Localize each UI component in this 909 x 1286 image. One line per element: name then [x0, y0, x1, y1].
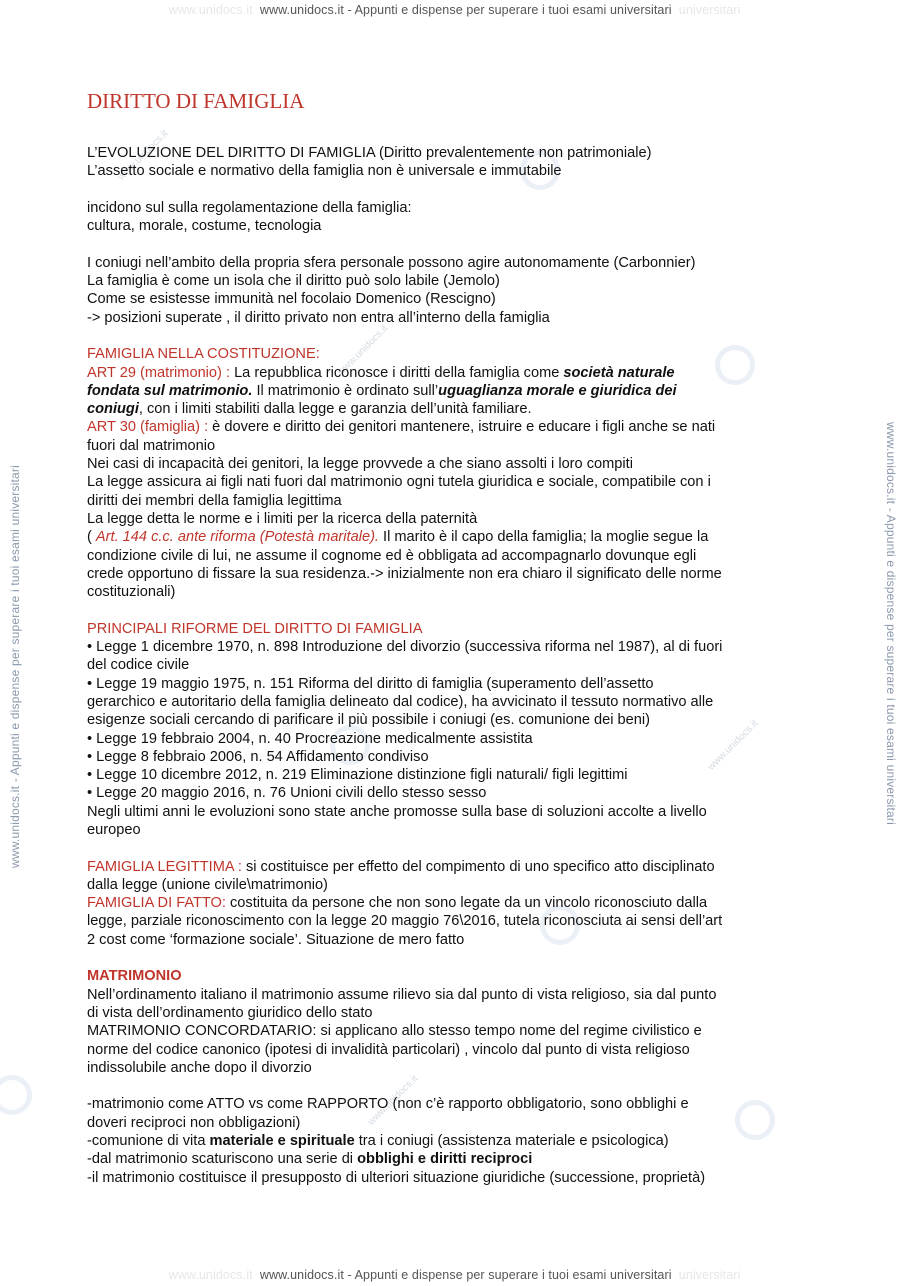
famiglia-legittima-line — [87, 858, 827, 876]
art29-emphasis: fondata sul matrimonio. — [87, 382, 253, 399]
art30-line — [87, 418, 827, 436]
matrimonio-point — [87, 1150, 827, 1168]
position-line: I coniugi nell’ambito della propria sfera personale possono agire autonomamente (Carbonnier) — [87, 254, 696, 271]
watermark-text: www.unidocs.it — [365, 1073, 421, 1128]
influences-line: incidono sul sulla regolamentazione della famiglia: — [87, 199, 412, 216]
art144-open: ( — [87, 529, 96, 546]
point-emphasis: materiale e spirituale — [209, 1133, 355, 1150]
art144-line: condizione civile di lui, ne assume il cognome ed è obbligata ad accompagnarlo dovunque egli — [87, 547, 697, 564]
costituzione-line: La legge detta le norme e i limiti per la ricerca della paternità — [87, 510, 478, 527]
art144-line: crede opportuno di fissare la sua residenza.-> inizialmente non era chiaro il significato delle norme — [87, 565, 722, 582]
costituzione-line: diritti dei membri della famiglia legittima — [87, 492, 342, 509]
matrimonio-line: Nell’ordinamento italiano il matrimonio assume rilievo sia dal punto di vista religioso, sia dal punto — [87, 986, 717, 1003]
document-body — [87, 88, 827, 1187]
famiglia-legittima-line: dalla legge (unione civile\matrimonio) — [87, 876, 328, 893]
banner-ghost-right: universitari — [678, 3, 741, 17]
watermark-logo-icon — [0, 1075, 32, 1115]
matrimonio-point: -matrimonio come ATTO vs come RAPPORTO (non c’è rapporto obbligatorio, sono obblighi e — [87, 1096, 689, 1113]
art29-text: Il matrimonio è ordinato sull’ — [252, 382, 439, 399]
banner-text: www.unidocs.it - Appunti e dispense per superare i tuoi esami universitari — [259, 1268, 672, 1282]
art29-emphasis: uguaglianza morale e giuridica dei — [438, 382, 677, 399]
point-text: -comunione di vita — [87, 1133, 210, 1150]
famiglia-fatto-line — [87, 894, 827, 912]
watermark-text: www.unidocs.it — [335, 323, 391, 378]
art29-line — [87, 364, 827, 382]
riforme-line: del codice civile — [87, 657, 190, 674]
matrimonio-line: indissolubile anche dopo il divorzio — [87, 1059, 312, 1076]
art30-text: è dovere e diritto dei genitori mantenere, istruire e educare i figli anche se nati — [208, 419, 716, 436]
famiglia-fatto-line: legge, parziale riconoscimento con la legge 20 maggio 76\2016, tutela riconosciuta ai sensi dell’art — [87, 913, 723, 930]
point-text: tra i coniugi (assistenza materiale e psicologica) — [354, 1133, 669, 1150]
position-line: -> posizioni superate , il diritto privato non entra all’interno della famiglia — [87, 309, 550, 326]
famiglia-legittima-text: si costituisce per effetto del compimento di uno specifico atto disciplinato — [241, 858, 715, 875]
matrimonio-line: MATRIMONIO CONCORDATARIO: si applicano allo stesso tempo nome del regime civilistico e — [87, 1023, 702, 1040]
section-heading-costituzione: FAMIGLIA NELLA COSTITUZIONE: — [87, 346, 320, 363]
banner-ghost-left: www.unidocs.it — [168, 1268, 253, 1282]
watermark-text: www.unidocs.it — [705, 718, 761, 773]
matrimonio-line: norme del codice canonico (ipotesi di invalidità particolari) , vincolo dal punto di vista religioso — [87, 1041, 690, 1058]
art30-line: fuori dal matrimonio — [87, 437, 216, 454]
matrimonio-point: -il matrimonio costituisce il presupposto di ulteriori situazione giuridiche (successione, proprietà) — [87, 1169, 706, 1186]
page-title: DIRITTO DI FAMIGLIA — [87, 89, 305, 113]
art29-emphasis: società naturale — [563, 364, 675, 381]
riforme-line: • Legge 1 dicembre 1970, n. 898 Introduzione del divorzio (successiva riforma nel 1987), al di fuori — [87, 639, 723, 656]
riforme-line: • Legge 10 dicembre 2012, n. 219 Eliminazione distinzione figli naturali/ figli legittimi — [87, 767, 628, 784]
point-text: -dal matrimonio scaturiscono una serie di — [87, 1151, 358, 1168]
riforme-line: europeo — [87, 821, 141, 838]
riforme-line: • Legge 19 febbraio 2004, n. 40 Procreazione medicalmente assistita — [87, 730, 533, 747]
art144-line — [87, 528, 827, 546]
point-emphasis: obblighi e diritti reciproci — [357, 1151, 533, 1168]
riforme-line: • Legge 20 maggio 2016, n. 76 Unioni civili dello stesso sesso — [87, 785, 487, 802]
position-line: La famiglia è come un isola che il diritto può solo labile (Jemolo) — [87, 273, 500, 290]
influences-line: cultura, morale, costume, tecnologia — [87, 218, 322, 235]
art29-line — [87, 400, 827, 418]
side-watermark-left: www.unidocs.it - Appunti e dispense per superare i tuoi esami universitari — [8, 465, 22, 868]
art29-line — [87, 382, 827, 400]
famiglia-legittima-label: FAMIGLIA LEGITTIMA : — [87, 858, 242, 875]
art144-text: Il marito è il capo della famiglia; la moglie segue la — [378, 529, 709, 546]
position-line: Come se esistesse immunità nel focolaio Domenico (Rescigno) — [87, 291, 496, 308]
matrimonio-point: doveri reciproci non obbligazioni) — [87, 1114, 301, 1131]
costituzione-line: La legge assicura ai figli nati fuori dal matrimonio ogni tutela giuridica e sociale, compatibile con i — [87, 474, 711, 491]
matrimonio-line: di vista dell’ordinamento giuridico dello stato — [87, 1004, 373, 1021]
art30-label: ART 30 (famiglia) : — [87, 419, 209, 436]
famiglia-fatto-label: FAMIGLIA DI FATTO: — [87, 895, 226, 912]
art29-emphasis: coniugi — [87, 401, 139, 418]
intro-line: L’EVOLUZIONE DEL DIRITTO DI FAMIGLIA (Diritto prevalentemente non patrimoniale) — [87, 145, 652, 161]
watermark-text: www.unidocs.it — [115, 128, 171, 183]
riforme-line: esigenze sociali cercando di parificare il più possibile i coniugi (es. comunione dei beni) — [87, 712, 650, 729]
banner-ghost-right: universitari — [678, 1268, 741, 1282]
art144-line: costituzionali) — [87, 584, 176, 601]
section-heading-riforme: PRINCIPALI RIFORME DEL DIRITTO DI FAMIGLIA — [87, 620, 423, 637]
art29-text: La repubblica riconosce i diritti della famiglia come — [230, 364, 564, 381]
famiglia-fatto-text: costituita da persone che non sono legate da un vincolo riconosciuto dalla — [225, 895, 708, 912]
riforme-line: • Legge 8 febbraio 2006, n. 54 Affidamento condiviso — [87, 748, 429, 765]
riforme-line: Negli ultimi anni le evoluzioni sono state anche promosse sulla base di soluzioni accolte a livello — [87, 803, 707, 820]
riforme-line: gerarchico e autoritario della famiglia delineato dal codice), ha avvicinato il tessuto normativo alle — [87, 693, 714, 710]
art144-label: Art. 144 c.c. ante riforma (Potestà maritale). — [95, 529, 379, 546]
banner-text: www.unidocs.it - Appunti e dispense per superare i tuoi esami universitari — [259, 3, 672, 17]
bottom-banner — [0, 1268, 909, 1282]
top-banner — [0, 3, 909, 17]
art29-text: , con i limiti stabiliti dalla legge e garanzia dell’unità familiare. — [138, 401, 532, 418]
famiglia-fatto-line: 2 cost come ‘formazione sociale’. Situazione de mero fatto — [87, 931, 465, 948]
matrimonio-point — [87, 1132, 827, 1150]
costituzione-line: Nei casi di incapacità dei genitori, la legge provvede a che siano assolti i loro compiti — [87, 456, 633, 473]
section-heading-matrimonio: MATRIMONIO — [87, 968, 182, 985]
art29-label: ART 29 (matrimonio) : — [87, 364, 231, 381]
side-watermark-right: www.unidocs.it - Appunti e dispense per superare i tuoi esami universitari — [884, 422, 898, 825]
banner-ghost-left: www.unidocs.it — [168, 3, 253, 17]
riforme-line: • Legge 19 maggio 1975, n. 151 Riforma del diritto di famiglia (superamento dell’assetto — [87, 675, 654, 692]
intro-line: L’assetto sociale e normativo della famiglia non è universale e immutabile — [87, 163, 562, 180]
